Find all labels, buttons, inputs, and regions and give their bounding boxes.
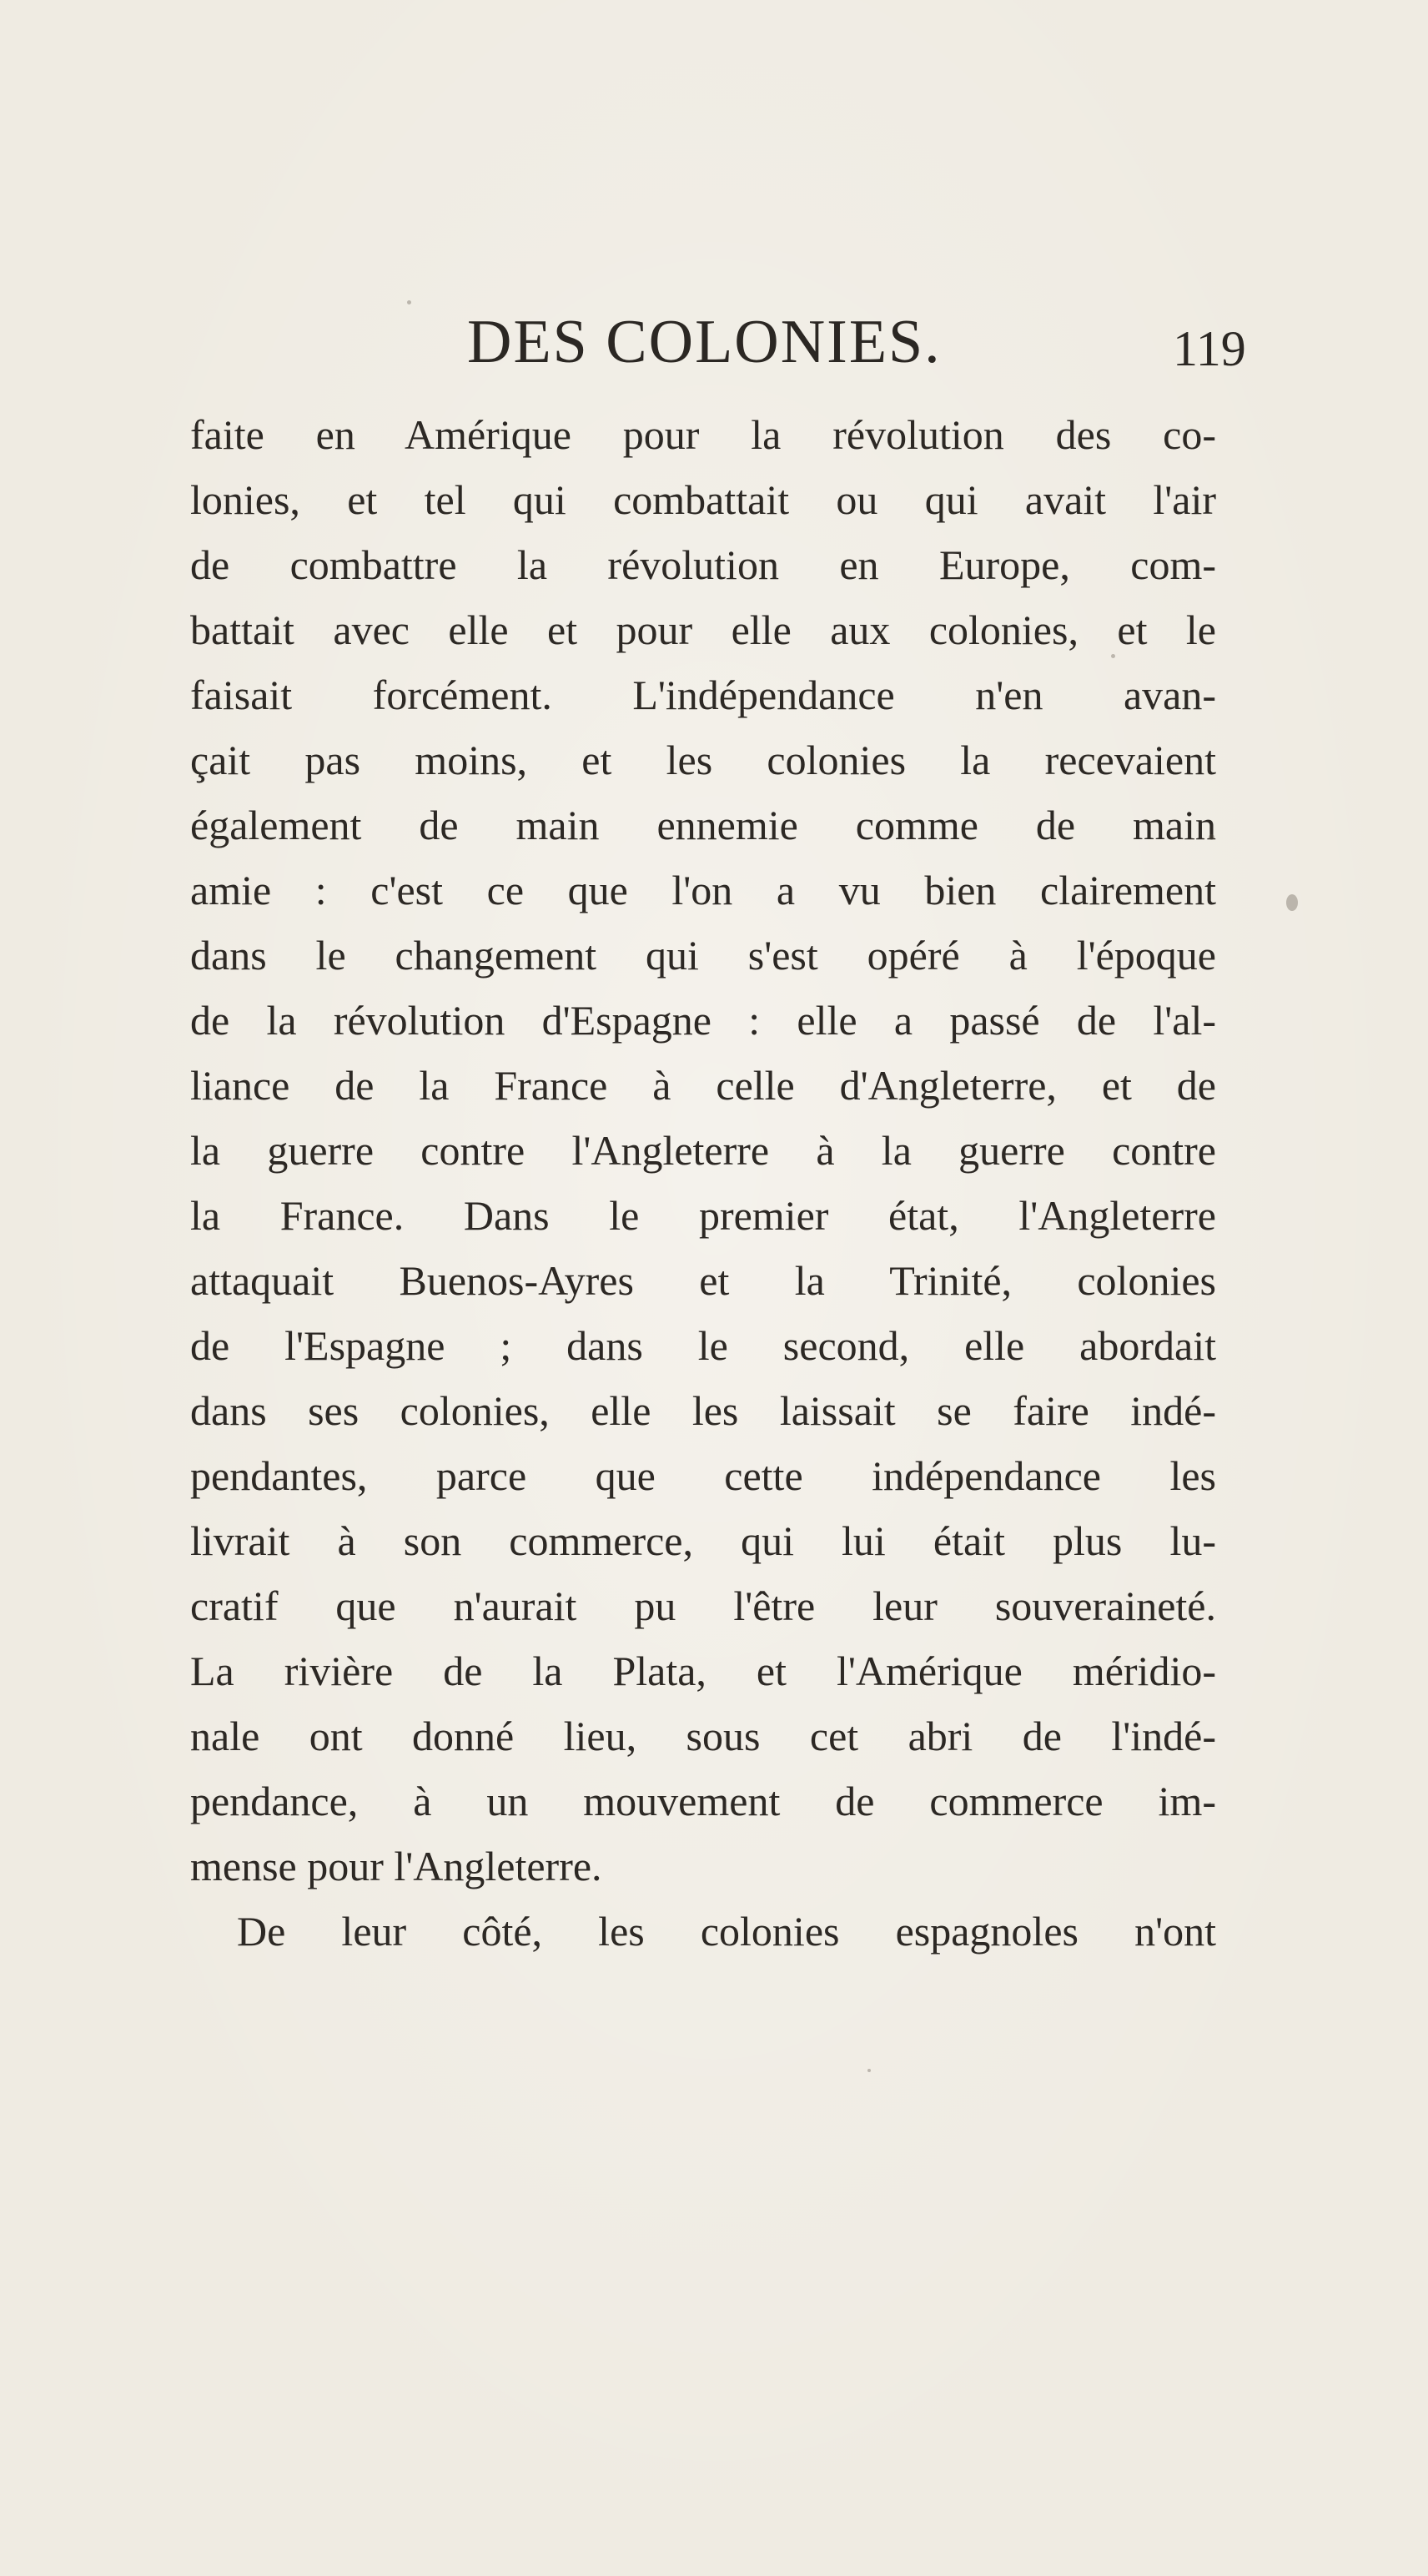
page-number: 119 [1173,321,1246,376]
text-line: cratif que n'aurait pu l'être leur souveraineté. [190,1582,1216,1629]
text-line: pendance, à un mouvement de commerce im- [190,1778,1216,1824]
text-line: également de main ennemie comme de main [190,802,1216,848]
running-head [0,300,1428,384]
paper-speck [407,300,411,304]
text-line: nale ont donné lieu, sous cet abri de l'indé- [190,1713,1216,1759]
text-line: mense pour l'Angleterre. [190,1843,602,1889]
text-line: dans le changement qui s'est opéré à l'époque [190,932,1216,979]
text-line: La rivière de la Plata, et l'Amérique méridio- [190,1648,1216,1694]
text-line: la guerre contre l'Angleterre à la guerre contre [190,1127,1216,1174]
text-line: lonies, et tel qui combattait ou qui avait l'air [190,476,1216,523]
text-line: attaquait Buenos-Ayres et la Trinité, colonies [190,1257,1216,1304]
text-line: dans ses colonies, elle les laissait se faire indé- [190,1387,1216,1434]
text-line: de la révolution d'Espagne : elle a passé de l'al- [190,997,1216,1044]
text-line: çait pas moins, et les colonies la recevaient [190,737,1216,783]
text-line: faite en Amérique pour la révolution des co- [190,411,1216,458]
text-line: faisait forcément. L'indépendance n'en avan- [190,672,1216,718]
text-line: de combattre la révolution en Europe, com- [190,541,1216,588]
text-line: battait avec elle et pour elle aux colonies, et le [190,606,1216,653]
text-line: pendantes, parce que cette indépendance les [190,1452,1216,1499]
paper-speck [1209,834,1214,840]
text-line: de l'Espagne ; dans le second, elle abordait [190,1322,1216,1369]
text-line: la France. Dans le premier état, l'Angleterre [190,1192,1216,1239]
paper-speck [867,2069,871,2072]
paper-speck [1111,654,1115,658]
running-title: DES COLONIES. [467,308,942,376]
paper-speck [1286,894,1298,911]
text-line: amie : c'est ce que l'on a vu bien clairement [190,867,1216,913]
text-line: liance de la France à celle d'Angleterre, et de [190,1062,1216,1109]
text-line: livrait à son commerce, qui lui était plus lu- [190,1517,1216,1564]
text-line: De leur côté, les colonies espagnoles n'ont [237,1908,1216,1955]
body-text [190,402,1216,1964]
